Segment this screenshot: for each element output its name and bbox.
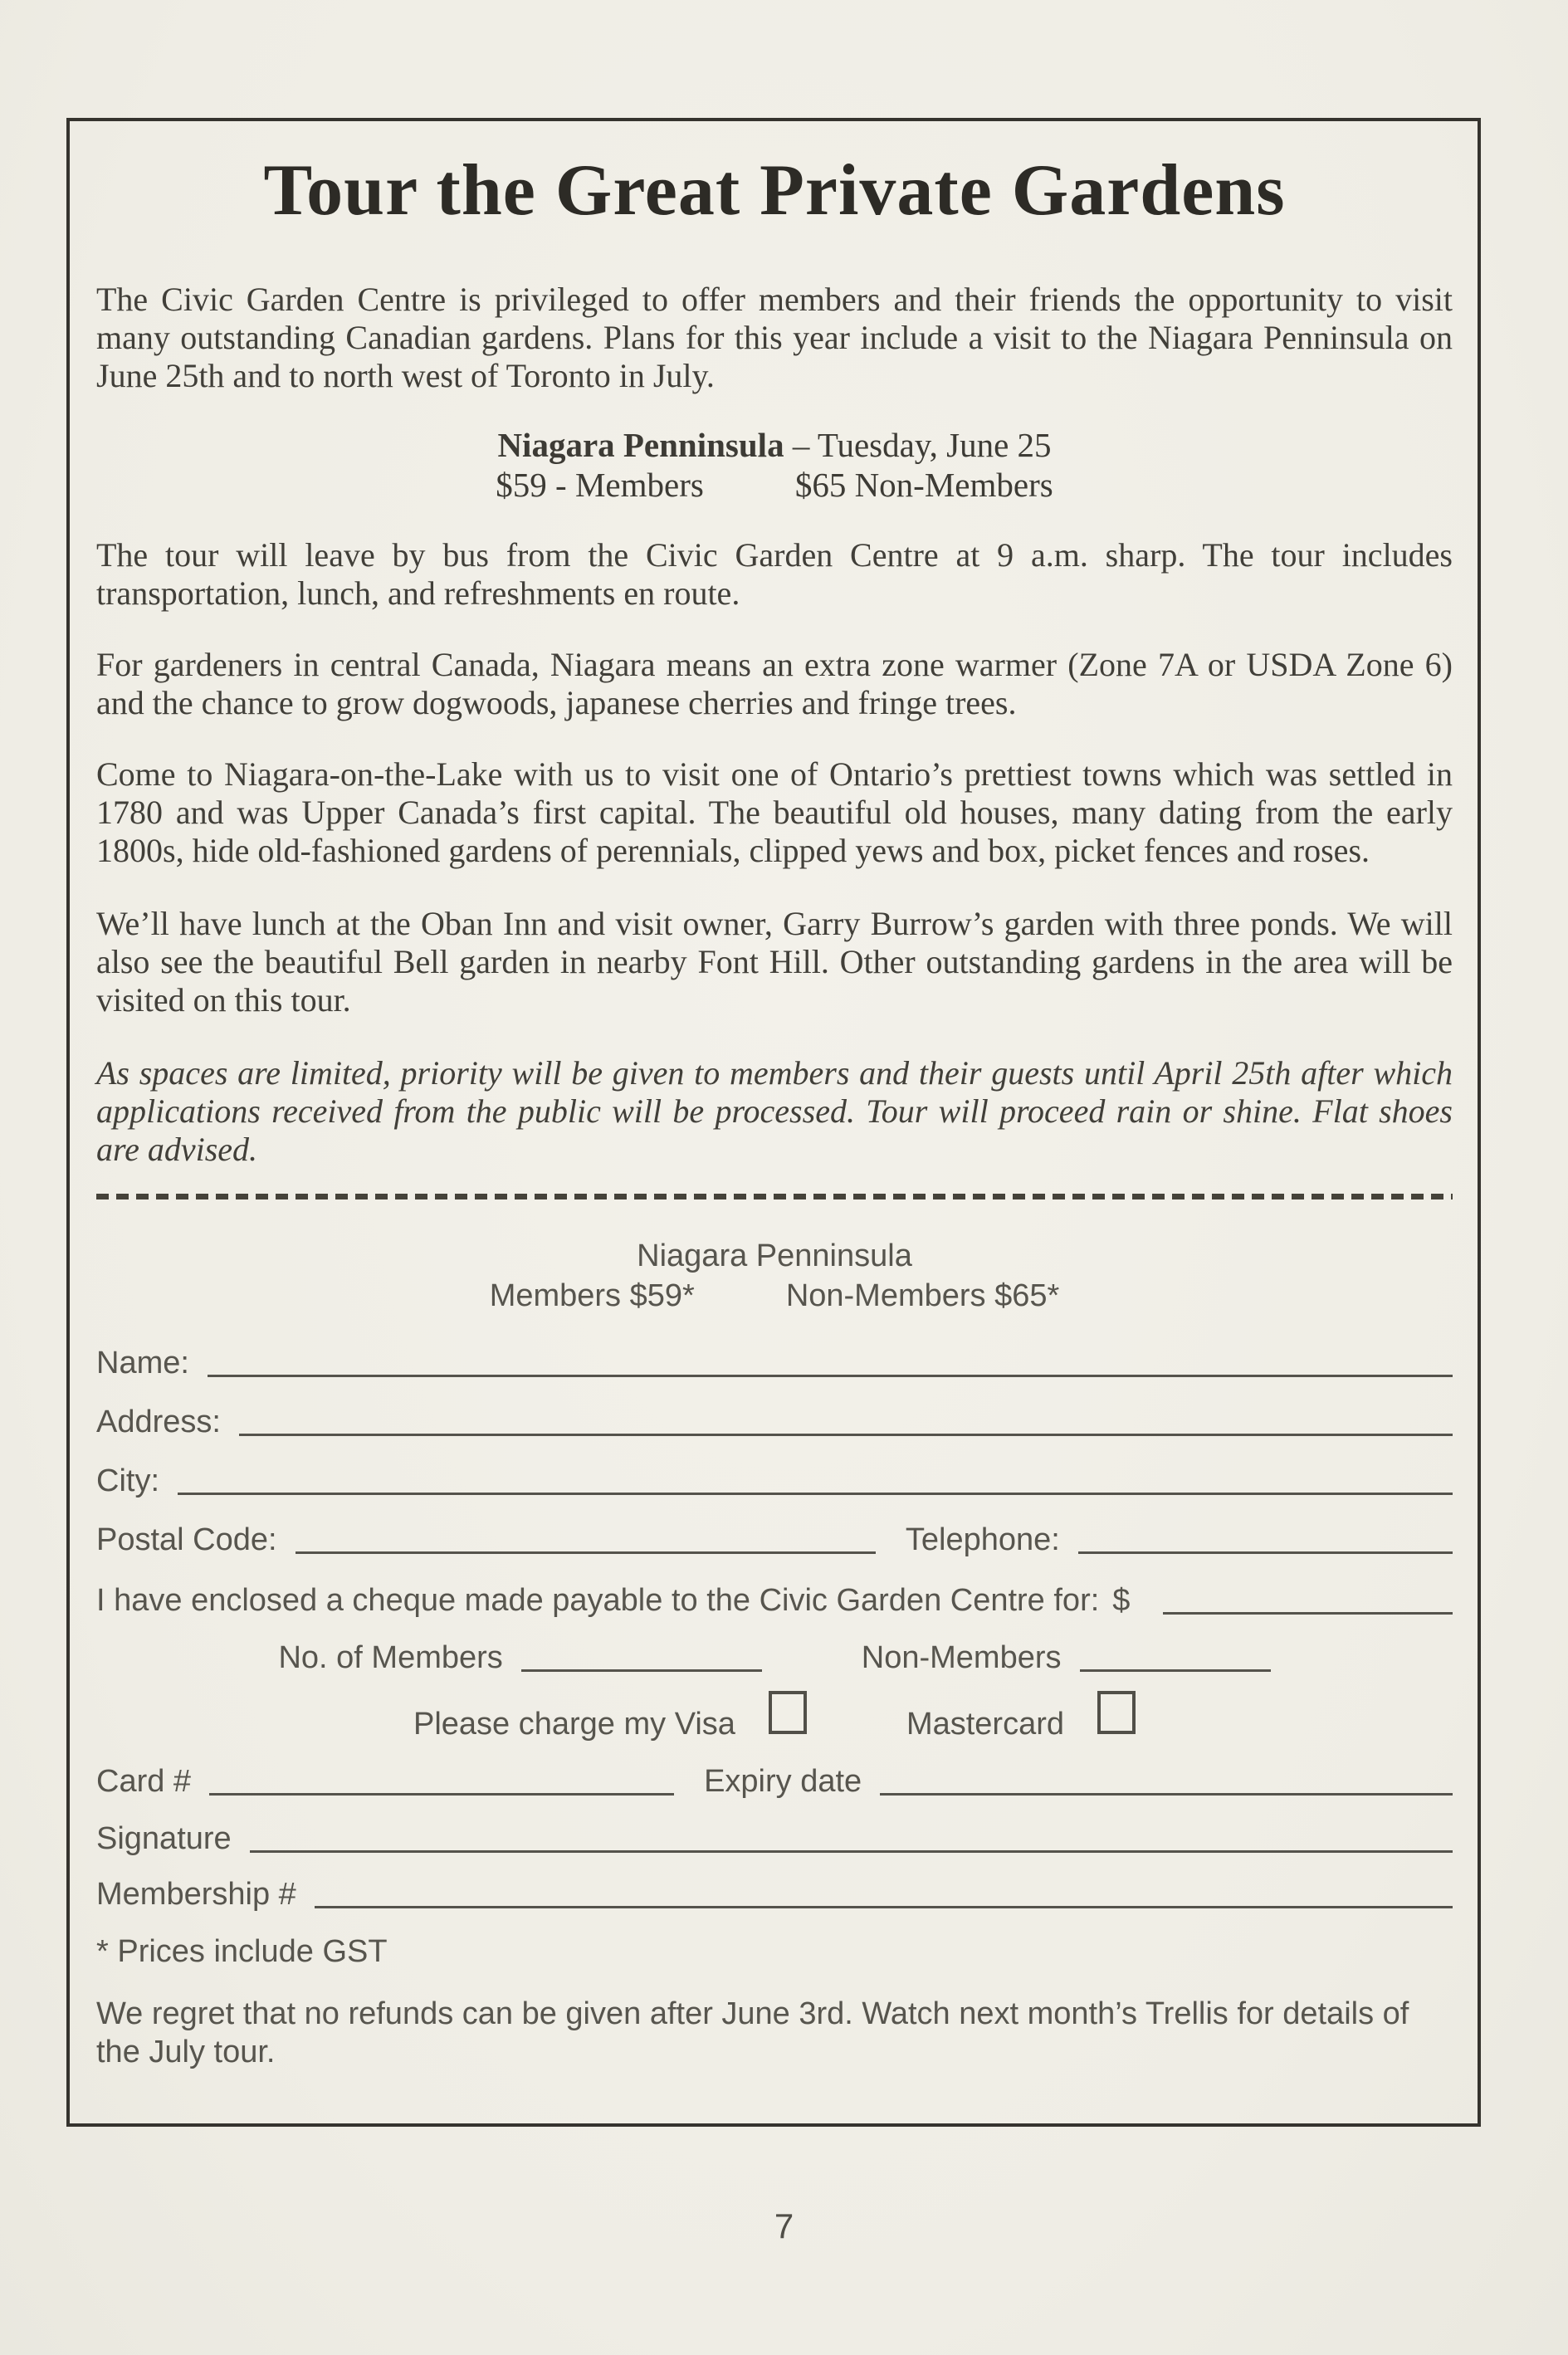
telephone-field-line[interactable] — [1078, 1529, 1453, 1554]
non-members-count-label: Non-Members — [861, 1640, 1062, 1675]
charge-visa-label: Please charge my Visa — [413, 1707, 735, 1742]
form-header — [96, 1236, 1453, 1316]
postal-code-label: Postal Code: — [96, 1522, 277, 1557]
bus-paragraph: The tour will leave by bus from the Civic Garden Centre at 9 a.m. sharp. The tour includes transportation, lunch, and refreshments en route. — [96, 536, 1453, 612]
postal-code-field-line[interactable] — [296, 1529, 876, 1554]
telephone-label: Telephone: — [905, 1522, 1060, 1557]
signature-field-line[interactable] — [250, 1828, 1453, 1853]
visa-checkbox[interactable] — [769, 1691, 807, 1734]
name-label: Name: — [96, 1346, 189, 1380]
order-form — [96, 1236, 1453, 2071]
name-field-line[interactable] — [208, 1352, 1453, 1377]
town-paragraph: Come to Niagara-on-the-Lake with us to visit one of Ontario’s prettiest towns which was settled in 1780 and was Upper Canada’s first capital. The beautiful old houses, many dating from the early 1800s, hide old-fashioned gardens of perennials, clipped yews and box, picket fences and roses. — [96, 755, 1453, 869]
form-event-title: Niagara Penninsula — [637, 1239, 912, 1273]
card-number-label: Card # — [96, 1764, 192, 1799]
zone-paragraph: For gardeners in central Canada, Niagara means an extra zone warmer (Zone 7A or USDA Zone 6) and the chance to grow dogwoods, japanese cherries and fringe trees. — [96, 646, 1453, 721]
mastercard-label: Mastercard — [906, 1707, 1064, 1742]
form-non-members-price: Non-Members $65* — [785, 1278, 1060, 1313]
city-field-line[interactable] — [178, 1470, 1453, 1495]
members-price: $59 - Members — [496, 466, 704, 504]
form-price-line — [96, 1276, 1453, 1316]
page-title: Tour the Great Private Gardens — [263, 150, 1286, 231]
card-number-field-line[interactable] — [209, 1771, 674, 1796]
page-number: 7 — [774, 2206, 794, 2245]
event-price-line — [96, 465, 1453, 505]
amount-field-line[interactable] — [1163, 1590, 1453, 1615]
mastercard-checkbox[interactable] — [1097, 1691, 1136, 1734]
event-title-line — [96, 425, 1453, 465]
event-block — [96, 425, 1453, 505]
event-date: – Tuesday, June 25 — [784, 426, 1052, 464]
event-name: Niagara Penninsula — [497, 426, 784, 464]
form-members-price: Members $59* — [489, 1278, 695, 1313]
city-label: City: — [96, 1463, 159, 1498]
address-field-line[interactable] — [239, 1411, 1453, 1436]
membership-number-label: Membership # — [96, 1877, 296, 1912]
members-count-label: No. of Members — [278, 1640, 503, 1675]
dollar-sign: $ — [1112, 1583, 1131, 1618]
lunch-paragraph: We’ll have lunch at the Oban Inn and visit owner, Garry Burrow’s garden with three ponds. We will also see the beautiful Bell garden in nearby Font Hill. Other outstanding gardens in the area will be visited on this tour. — [96, 905, 1453, 1019]
expiry-date-label: Expiry date — [704, 1764, 862, 1799]
notice-paragraph: As spaces are limited, priority will be given to members and their guests until April 25th after which applications received from the public will be processed. Tour will proceed rain or shine. Flat shoes are advised. — [96, 1054, 1453, 1168]
cut-line-divider — [96, 1194, 1453, 1199]
non-members-count-field-line[interactable] — [1080, 1647, 1271, 1672]
expiry-date-field-line[interactable] — [880, 1771, 1453, 1796]
non-members-price: $65 Non-Members — [794, 466, 1053, 504]
refund-note: We regret that no refunds can be given after June 3rd. Watch next month’s Trellis for details of the July tour. — [96, 1996, 1409, 2069]
intro-paragraph: The Civic Garden Centre is privileged to offer members and their friends the opportunity to visit many outstanding Canadian gardens. Plans for this year include a visit to the Niagara Penninsula on June 25th and to north west of Toronto in July. — [96, 281, 1453, 394]
membership-number-field-line[interactable] — [315, 1884, 1453, 1908]
members-count-field-line[interactable] — [521, 1647, 762, 1672]
address-label: Address: — [96, 1405, 221, 1439]
cheque-statement: I have enclosed a cheque made payable to the Civic Garden Centre for: — [96, 1583, 1100, 1618]
gst-note: * Prices include GST — [96, 1934, 388, 1969]
content-frame — [66, 118, 1481, 2127]
signature-label: Signature — [96, 1821, 232, 1856]
